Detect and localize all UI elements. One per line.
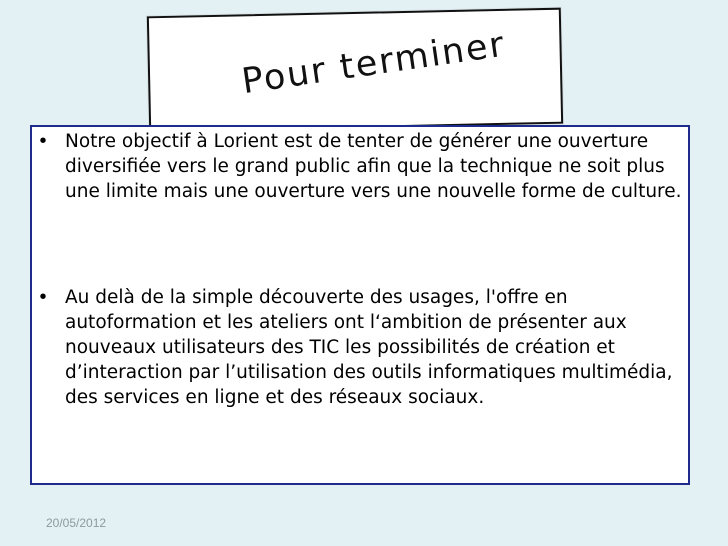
- slide-title: Pour terminer: [239, 24, 509, 103]
- bullet-marker: •: [39, 130, 47, 152]
- content-box: [30, 125, 690, 485]
- bullet-text: Au delà de la simple découverte des usages, l'offre en autoformation et les ateliers ont l‘ambition de présenter aux nouveaux utilisateurs des TIC les possibilités de création et d’interaction par l’utilisation des outils informatiques multimédia, des services en ligne et des réseaux sociaux.: [65, 287, 673, 408]
- footer-date: 20/05/2012: [46, 516, 107, 530]
- title-card: [147, 8, 563, 133]
- bullet-text: Notre objectif à Lorient est de tenter de générer une ouverture diversifiée vers le grand public afin que la technique ne soit plus une limite mais une ouverture vers une nouvelle forme de culture.: [65, 131, 682, 202]
- bullet-marker: •: [39, 286, 47, 308]
